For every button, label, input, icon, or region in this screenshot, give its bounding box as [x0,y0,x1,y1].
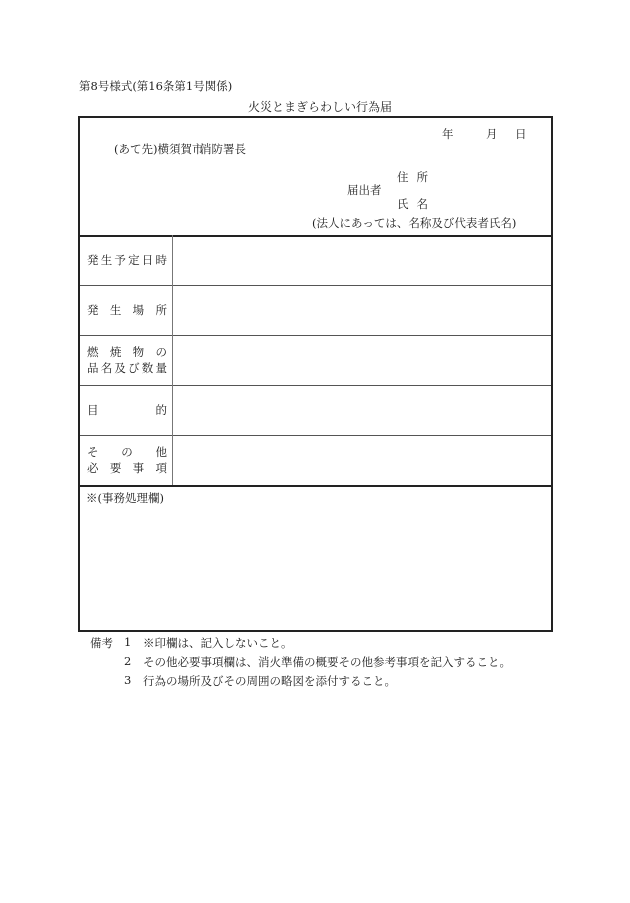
address-label: 住所 [397,170,436,184]
label-char: 他 [155,445,167,459]
note-text: ※印欄は、記入しないこと。 [143,636,293,650]
notifier-label: 届出者 [347,183,382,197]
label-char: 所 [155,303,167,317]
label-char: 燃 [87,345,99,359]
label-char: 量 [155,361,167,375]
label-char: 発 [87,303,99,317]
label-char: 及 [114,361,126,375]
office-processing-section[interactable] [80,485,551,630]
label-char: 的 [155,403,167,417]
label-char: 目 [87,403,99,417]
label-char: 名 [100,361,113,375]
row-label-purpose [80,385,173,435]
row-label-combustibles [80,335,173,385]
form-table [78,116,553,632]
table-row-scheduled-datetime [80,235,551,286]
label-char: び [128,361,140,375]
label-char: 数 [141,361,154,375]
label-char: 事 [132,461,145,475]
table-row-location [80,285,551,336]
row-value-location-field[interactable] [173,285,551,335]
label-char: 日 [141,253,154,267]
row-value-scheduled-datetime-field[interactable] [173,235,551,285]
row-label-line [87,444,167,460]
row-label-other-matters [80,435,173,485]
row-label-location [80,285,173,335]
table-row-purpose [80,385,551,436]
form-title: 火災とまぎらわしい行為届 [247,100,392,114]
fire-chief-title: 消防署長 [200,142,246,156]
label-char: 場 [132,303,145,317]
label-char: 品 [87,361,99,375]
label-char: そ [87,445,99,459]
note-text: 行為の場所及びその周囲の略図を添付すること。 [143,674,396,688]
date-day-field[interactable]: 日 [515,127,527,141]
note-number: 1 [124,635,132,649]
label-char: 項 [155,461,167,475]
label-char: 発 [87,253,99,267]
table-row-combustibles [80,335,551,386]
row-label-line [87,344,167,360]
row-label-line [87,360,167,376]
row-label-line [87,402,167,418]
label-char: 物 [132,345,145,359]
header-section [80,118,551,237]
label-char: の [121,445,133,459]
date-month-field[interactable]: 月 [486,127,498,141]
label-char: 焼 [109,345,122,359]
label-char: 定 [128,253,140,267]
note-text: その他必要事項欄は、消火準備の概要その他参考事項を記入すること。 [143,655,511,669]
label-char: 予 [114,253,126,267]
row-label-line [87,302,167,318]
label-char: 生 [109,303,122,317]
corporate-note: (法人にあっては、名称及び代表者氏名) [312,216,517,230]
form-number: 第8号様式(第16条第1号関係) [79,79,233,93]
row-value-purpose-field[interactable] [173,385,551,435]
row-label-line [87,252,167,268]
note-number: 2 [124,654,132,668]
date-year-field[interactable]: 年 [442,127,454,141]
note-number: 3 [124,673,132,687]
office-processing-label: ※(事務処理欄) [86,491,164,505]
label-char: 時 [155,253,167,267]
row-value-other-matters-field[interactable] [173,435,551,485]
label-char: 生 [100,253,113,267]
notes-heading: 備考 [90,636,113,650]
addressee: (あて先)横須賀市 [114,142,204,156]
name-label: 氏名 [397,197,436,211]
row-label-line [87,460,167,476]
row-label-scheduled-datetime [80,235,173,285]
label-char: 必 [87,461,99,475]
label-char: の [155,345,167,359]
row-value-combustibles-field[interactable] [173,335,551,385]
table-row-other-matters [80,435,551,487]
label-char: 要 [109,461,122,475]
